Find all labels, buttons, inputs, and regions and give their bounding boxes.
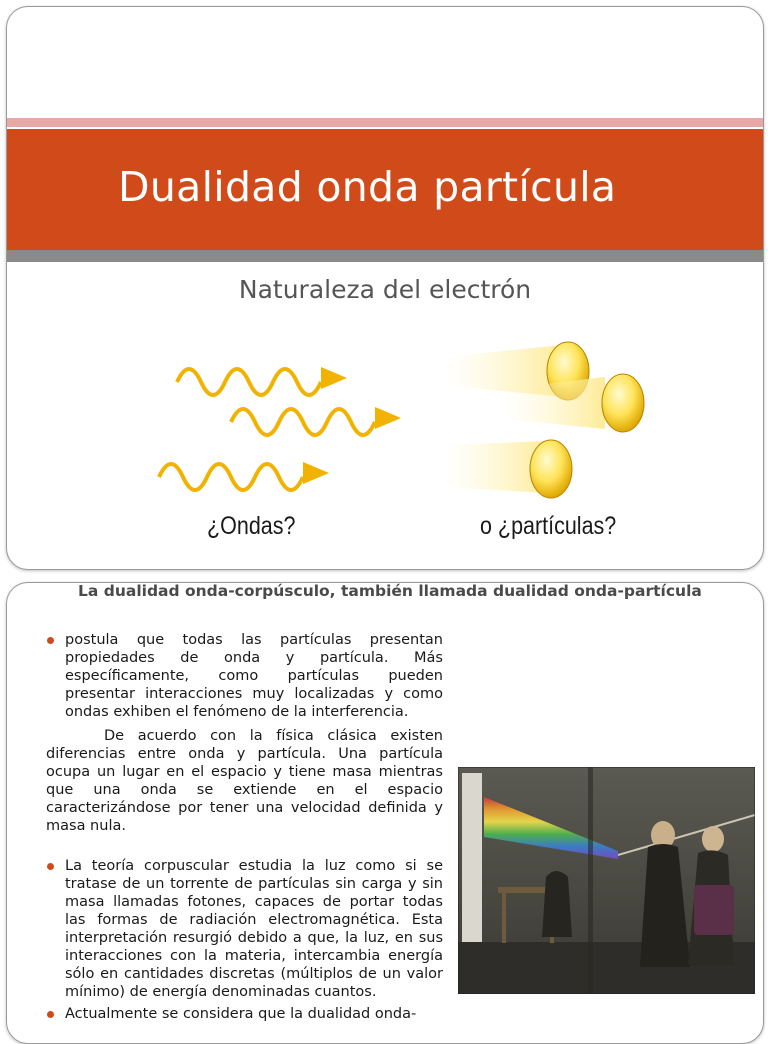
slide-subtitle: Naturaleza del electrón [238, 275, 532, 304]
wave-arrow-3 [159, 464, 303, 490]
chair [694, 885, 734, 935]
bullet-text-3: Actualmente se considera que la dualidad onda- [65, 1006, 417, 1022]
newton-prism-painting [458, 767, 755, 994]
bullet-marker [47, 863, 54, 870]
waves-caption: ¿Ondas? [207, 512, 296, 540]
bullet-marker [47, 637, 54, 644]
accent-strip [7, 118, 763, 127]
wave-arrow-2 [231, 409, 375, 435]
particle-2 [602, 374, 644, 432]
figure-head-2 [702, 826, 724, 852]
body-paragraph: De acuerdo con la física clásica existen diferencias entre onda y partícula. Una partícula ocupa un lugar en el espacio y tiene masa mientras que una onda se extiende en el espacio caracterizándose por tener una velocidad definida y masa nula. [46, 728, 443, 834]
slide-2 [6, 582, 764, 1044]
divider-strip [7, 250, 763, 262]
wave-arrow-1 [177, 369, 321, 395]
particles-caption: o ¿partículas? [480, 512, 617, 540]
wave-particle-illustration [143, 327, 663, 507]
bullet-marker [47, 1011, 54, 1018]
bullet-text-2: La teoría corpuscular estudia la luz como si se tratase de un torrente de partículas sin carga y sin masa llamadas fotones, capaces de portar todas las formas de radiación electromagnética. Esta interpretación resurgió debido a que, la luz, en sus interacciones con la materia, intercambia energía sólo en cantidades discretas (múltiplos de un valor mínimo) de energía denominadas cuantos. [65, 858, 443, 1000]
wave-arrowhead-1 [321, 367, 347, 389]
particle-3 [530, 440, 572, 498]
wave-arrowhead-2 [375, 407, 401, 429]
wave-arrowhead-3 [303, 462, 329, 484]
slide-title: Dualidad onda partícula [118, 163, 617, 211]
bullet-text-1: postula que todas las partículas presentan propiedades de onda y partícula. Más específicamente, como partículas pueden presentar interacciones muy localizadas y como ondas exhiben el fenómeno de la interferencia. [65, 632, 443, 720]
slide-1 [6, 6, 764, 570]
screen-board [462, 773, 482, 948]
slide-2-heading: La dualidad onda-corpúsculo, también llamada dualidad onda-partícula [78, 582, 702, 600]
